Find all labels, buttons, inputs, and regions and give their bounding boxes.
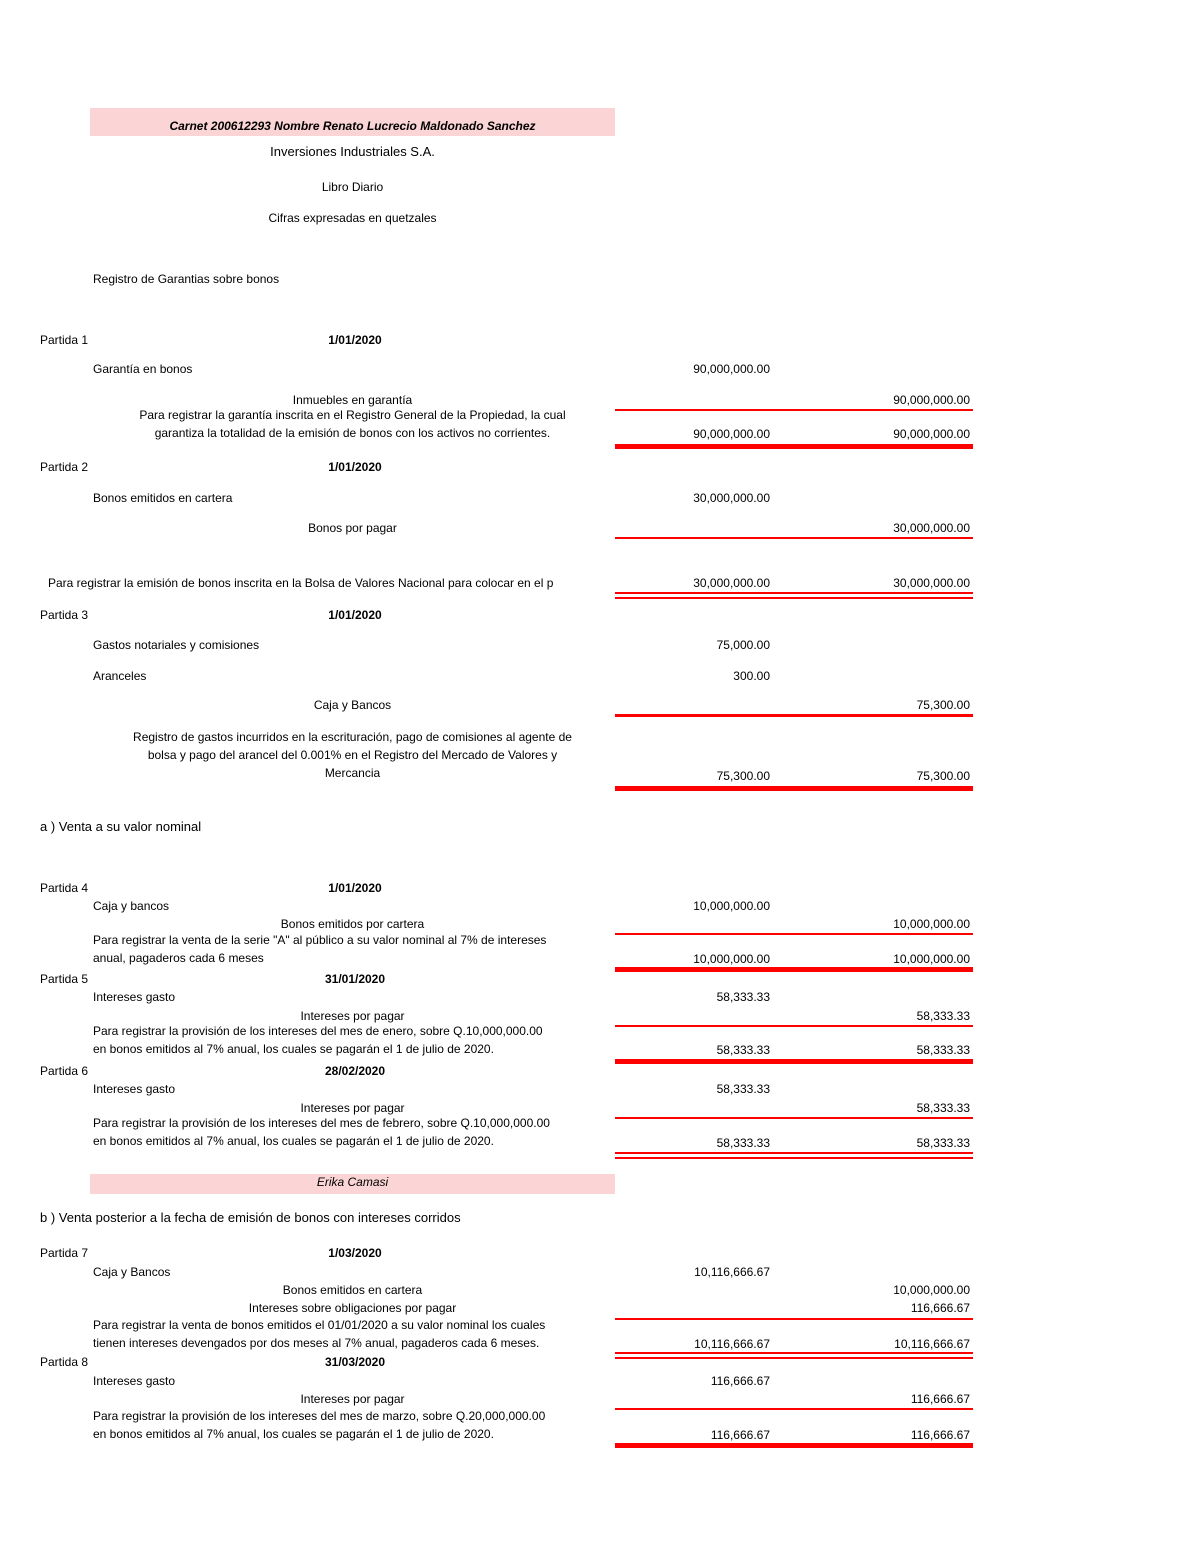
entry-description-line: Para registrar la venta de bonos emitidos el 01/01/2020 a su valor nominal los cuales: [93, 1318, 546, 1332]
total-credit: 75,300.00: [916, 769, 970, 783]
credit-account: Bonos emitidos por cartera: [280, 917, 425, 931]
entry-description-line: Registro de gastos incurridos en la escrituración, pago de comisiones al agente de: [133, 730, 572, 744]
debit-amount: 90,000,000.00: [693, 362, 770, 376]
debit-account: Intereses gasto: [93, 990, 176, 1004]
entry-label: Partida 8: [40, 1355, 89, 1369]
total-debit: 10,000,000.00: [693, 952, 770, 966]
debit-account: Intereses gasto: [93, 1082, 176, 1096]
entry-date: 1/03/2020: [328, 1246, 382, 1260]
entry-date: 31/03/2020: [324, 1355, 386, 1369]
total-line: [615, 967, 973, 972]
credit-amount: 10,000,000.00: [893, 917, 970, 931]
debit-account: Bonos emitidos en cartera: [93, 491, 233, 505]
total-line: [615, 1443, 973, 1448]
total-line-bottom: [615, 1357, 973, 1359]
entry-description-line: anual, pagaderos cada 6 meses: [93, 951, 264, 965]
entry-description-line: en bonos emitidos al 7% anual, los cuales se pagarán el 1 de julio de 2020.: [93, 1427, 494, 1441]
total-debit: 58,333.33: [716, 1043, 770, 1057]
entry-date: 1/01/2020: [328, 881, 382, 895]
entry-description-line: Mercancia: [324, 766, 381, 780]
entry-description-line: Para registrar la provisión de los intereses del mes de febrero, sobre Q.10,000,000.00: [93, 1116, 550, 1130]
entry-date: 28/02/2020: [324, 1064, 386, 1078]
credit-amount: 116,666.67: [910, 1392, 970, 1406]
currency-note: Cifras expresadas en quetzales: [268, 211, 437, 225]
credit-account: Caja y Bancos: [313, 698, 392, 712]
entry-label: Partida 2: [40, 460, 89, 474]
entry-label: Partida 4: [40, 881, 89, 895]
entry-description-line: Para registrar la venta de la serie "A" al público a su valor nominal al 7% de intereses: [93, 933, 547, 947]
total-credit: 10,116,666.67: [894, 1337, 970, 1351]
entry-label: Partida 6: [40, 1064, 89, 1078]
entry-description-line: Para registrar la garantía inscrita en el Registro General de la Propiedad, la cual: [139, 408, 566, 422]
entry-description: [93, 1407, 613, 1443]
section-a-title: a ) Venta a su valor nominal: [40, 819, 202, 834]
entry-label: Partida 5: [40, 972, 89, 986]
entry-description: [93, 931, 613, 967]
section-guarantee: Registro de Garantias sobre bonos: [93, 272, 280, 286]
debit-account: Gastos notariales y comisiones: [93, 638, 260, 652]
debit-account: Aranceles: [93, 669, 147, 683]
author-name: Erika Camasi: [316, 1175, 389, 1189]
total-line-bottom: [615, 1157, 973, 1159]
credit-amount: 75,300.00: [916, 698, 970, 712]
credit-amount: 30,000,000.00: [893, 521, 970, 535]
section-b-title: b ) Venta posterior a la fecha de emisión de bonos con intereses corridos: [40, 1210, 461, 1225]
subtotal-line: [615, 1408, 973, 1410]
entry-description-line: bolsa y pago del arancel del 0.001% en el Registro del Mercado de Valores y: [147, 748, 558, 762]
entry-label: Partida 1: [40, 333, 89, 347]
total-line: [615, 1059, 973, 1064]
entry-label: Partida 3: [40, 608, 89, 622]
debit-account: Intereses gasto: [93, 1374, 176, 1388]
debit-amount: 300.00: [733, 669, 770, 683]
subtotal-line: [615, 1025, 973, 1027]
credit-account: Intereses por pagar: [300, 1101, 405, 1115]
debit-account: Caja y bancos: [93, 899, 170, 913]
debit-amount: 10,116,666.67: [694, 1265, 770, 1279]
credit-account: Bonos por pagar: [308, 521, 397, 535]
total-line-top: [615, 592, 973, 594]
subtotal-line: [615, 1117, 973, 1119]
total-debit: 90,000,000.00: [693, 427, 770, 441]
company-name: Inversiones Industriales S.A.: [270, 144, 435, 159]
entry-description-line: en bonos emitidos al 7% anual, los cuales se pagarán el 1 de julio de 2020.: [93, 1042, 494, 1056]
credit-amount: 116,666.67: [910, 1301, 970, 1315]
credit-amount: 58,333.33: [916, 1101, 970, 1115]
debit-account: Caja y Bancos: [93, 1265, 171, 1279]
subtotal-line: [615, 537, 973, 539]
entry-date: 31/01/2020: [324, 972, 386, 986]
subtotal-line: [615, 933, 973, 935]
subtotal-line: [615, 409, 973, 411]
entry-description-line: Para registrar la provisión de los intereses del mes de enero, sobre Q.10,000,000.00: [93, 1024, 543, 1038]
credit-amount: 90,000,000.00: [893, 393, 970, 407]
credit-account: Bonos emitidos en cartera: [282, 1283, 423, 1297]
entry-description: Para registrar la emisión de bonos inscrita en la Bolsa de Valores Nacional para colocar en el p: [48, 576, 554, 590]
subtotal-line: [615, 714, 973, 717]
total-debit: 116,666.67: [710, 1428, 770, 1442]
credit-amount: 10,000,000.00: [893, 1283, 970, 1297]
debit-amount: 116,666.67: [710, 1374, 770, 1388]
entry-description: [90, 728, 615, 782]
book-title: Libro Diario: [321, 180, 384, 194]
total-credit: 10,000,000.00: [893, 952, 970, 966]
debit-amount: 75,000.00: [716, 638, 770, 652]
entry-description: [90, 406, 615, 442]
student-id-name: Carnet 200612293 Nombre Renato Lucrecio Maldonado Sanchez: [169, 119, 536, 133]
entry-description-line: en bonos emitidos al 7% anual, los cuales se pagarán el 1 de julio de 2020.: [93, 1134, 494, 1148]
total-credit: 30,000,000.00: [893, 576, 970, 590]
total-line-bottom: [615, 597, 973, 599]
credit-account: Intereses por pagar: [300, 1009, 405, 1023]
entry-label: Partida 7: [40, 1246, 89, 1260]
credit-amount: 58,333.33: [916, 1009, 970, 1023]
entry-description: [93, 1316, 613, 1352]
debit-amount: 10,000,000.00: [693, 899, 770, 913]
total-line-top: [615, 1352, 973, 1354]
entry-description-line: Para registrar la provisión de los intereses del mes de marzo, sobre Q.20,000,000.00: [93, 1409, 546, 1423]
total-credit: 116,666.67: [910, 1428, 970, 1442]
debit-account: Garantía en bonos: [93, 362, 193, 376]
subtotal-line: [615, 1318, 973, 1320]
debit-amount: 58,333.33: [716, 990, 770, 1004]
total-debit: 58,333.33: [716, 1136, 770, 1150]
total-line-top: [615, 1152, 973, 1154]
credit-account: Intereses sobre obligaciones por pagar: [248, 1301, 457, 1315]
credit-account: Inmuebles en garantía: [292, 393, 413, 407]
total-credit: 58,333.33: [916, 1136, 970, 1150]
entry-date: 1/01/2020: [328, 333, 382, 347]
credit-account: Intereses por pagar: [300, 1392, 405, 1406]
total-line: [615, 786, 973, 791]
total-debit: 30,000,000.00: [693, 576, 770, 590]
entry-description-line: tienen intereses devengados por dos meses al 7% anual, pagaderos cada 6 meses.: [93, 1336, 540, 1350]
total-credit: 58,333.33: [916, 1043, 970, 1057]
total-credit: 90,000,000.00: [893, 427, 970, 441]
total-line: [615, 444, 973, 449]
debit-amount: 58,333.33: [716, 1082, 770, 1096]
entry-description: [93, 1022, 613, 1058]
total-debit: 10,116,666.67: [694, 1337, 770, 1351]
entry-description-line: garantiza la totalidad de la emisión de bonos con los activos no corrientes.: [154, 426, 551, 440]
entry-description: [93, 1114, 613, 1150]
debit-amount: 30,000,000.00: [693, 491, 770, 505]
entry-date: 1/01/2020: [328, 460, 382, 474]
total-debit: 75,300.00: [716, 769, 770, 783]
entry-date: 1/01/2020: [328, 608, 382, 622]
